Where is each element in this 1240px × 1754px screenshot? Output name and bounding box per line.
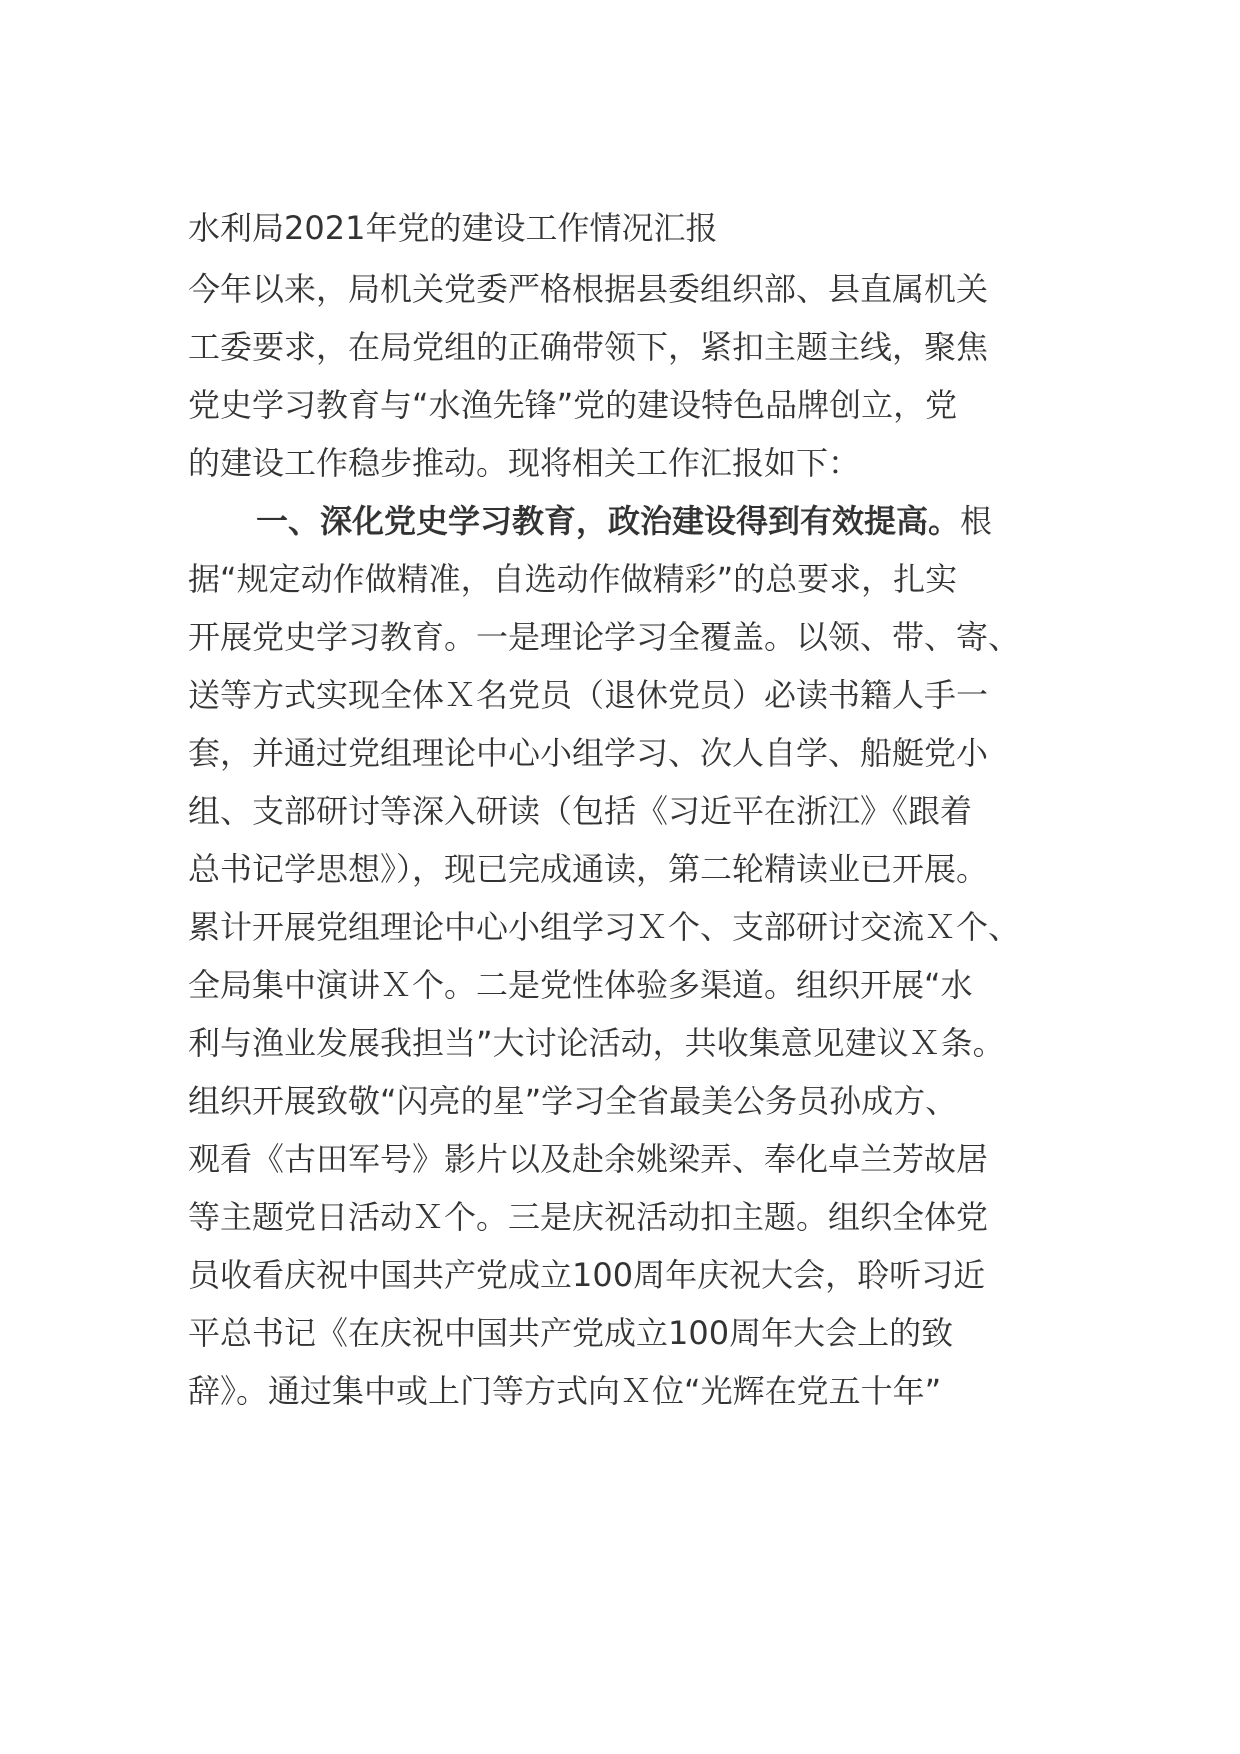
body-line: 员收看庆祝中国共产党成立100周年庆祝大会，聆听习近 [188, 1256, 986, 1294]
section-1-first-line-tail: 根 [960, 502, 993, 540]
body-line: 总书记学思想》），现已完成通读，第二轮精读业已开展。 [188, 850, 989, 888]
body-line: 全局集中演讲Ｘ个。二是党性体验多渠道。组织开展“水 [188, 966, 973, 1004]
body-line: 辞》。通过集中或上门等方式向Ｘ位“光辉在党五十年” [188, 1372, 942, 1410]
body-line: 送等方式实现全体Ｘ名党员（退休党员）必读书籍人手一 [188, 676, 989, 714]
document-title: 水利局2021年党的建设工作情况汇报 [188, 209, 718, 247]
body-line: 组织开展致敬“闪亮的星”学习全省最美公务员孙成方、 [188, 1082, 958, 1120]
body-line: 利与渔业发展我担当”大讨论活动，共收集意见建议Ｘ条。 [188, 1024, 1005, 1062]
body-line: 累计开展党组理论中心小组学习Ｘ个、支部研讨交流Ｘ个、 [188, 908, 1021, 946]
body-line: 观看《古田军号》影片以及赴余姚梁弄、奉化卓兰芳故居 [188, 1140, 989, 1178]
body-line: 套，并通过党组理论中心小组学习、次人自学、船艇党小 [188, 734, 989, 772]
body-line: 开展党史学习教育。一是理论学习全覆盖。以领、带、寄、 [188, 618, 1021, 656]
intro-line: 今年以来，局机关党委严格根据县委组织部、县直属机关 [188, 270, 989, 308]
body-line: 等主题党日活动Ｘ个。三是庆祝活动扣主题。组织全体党 [188, 1198, 989, 1236]
intro-line: 党史学习教育与“水渔先锋”党的建设特色品牌创立，党 [188, 386, 958, 424]
body-line: 组、支部研讨等深入研读（包括《习近平在浙江》《跟着 [188, 792, 973, 830]
intro-line: 的建设工作稳步推动。现将相关工作汇报如下： [188, 444, 861, 482]
intro-line: 工委要求，在局党组的正确带领下，紧扣主题主线，聚焦 [188, 328, 989, 366]
section-1-heading: 一、深化党史学习教育，政治建设得到有效提高。 [256, 502, 961, 540]
body-line: 平总书记《在庆祝中国共产党成立100周年大会上的致 [188, 1314, 954, 1352]
body-line: 据“规定动作做精准，自选动作做精彩”的总要求，扎实 [188, 560, 958, 598]
section-1-first-line [256, 496, 992, 546]
